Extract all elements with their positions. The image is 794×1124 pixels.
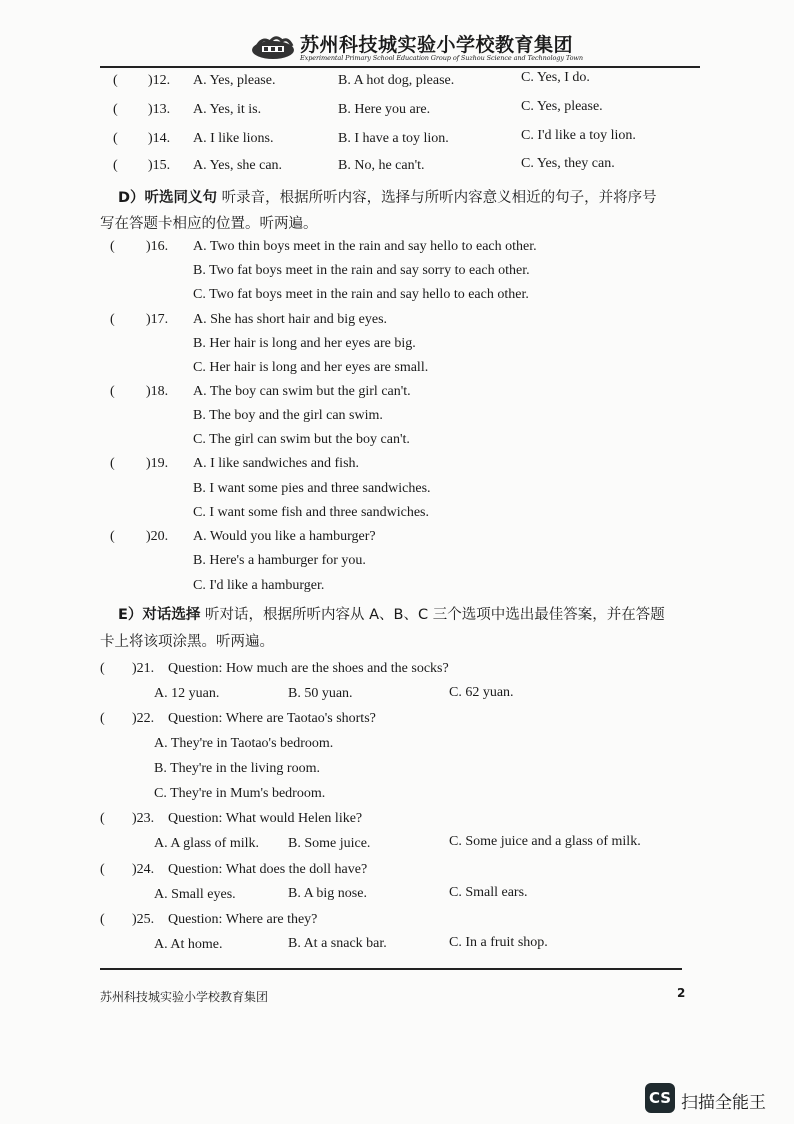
question-number: )24.: [132, 862, 155, 877]
option-b: B. They're in the living room.: [154, 761, 320, 776]
option-a: A. Yes, please.: [193, 73, 276, 88]
option-a: A. 12 yuan.: [154, 686, 220, 701]
answer-paren: (: [110, 529, 115, 544]
school-logo: [250, 32, 296, 62]
question-number: )23.: [132, 811, 155, 826]
option-a: A. Small eyes.: [154, 887, 236, 902]
page-number: 2: [677, 986, 686, 1000]
question-number: )19.: [146, 456, 169, 471]
header-rule: [100, 66, 700, 68]
option-c: C. Her hair is long and her eyes are small.: [193, 360, 429, 375]
option-b: B. Some juice.: [288, 836, 371, 851]
answer-paren: (: [110, 239, 115, 254]
answer-paren: (: [113, 73, 118, 88]
section-d-instruction: 听录音，根据所听内容，选择与所听内容意义相近的句子，并将序号: [221, 190, 657, 206]
option-c: C. The girl can swim but the boy can't.: [193, 432, 410, 447]
question-text: Question: What would Helen like?: [168, 811, 363, 826]
option-a: A. A glass of milk.: [154, 836, 260, 851]
question-text: Question: Where are Taotao's shorts?: [168, 711, 376, 726]
option-c: C. They're in Mum's bedroom.: [154, 786, 326, 801]
answer-paren: (: [110, 312, 115, 327]
option-b: B. A big nose.: [288, 886, 367, 901]
footer-org: 苏州科技城实验小学校教育集团: [100, 990, 269, 1004]
answer-paren: (: [100, 811, 105, 826]
option-c: C. Yes, I do.: [521, 70, 590, 85]
option-c: C. Yes, please.: [521, 99, 603, 114]
question-number: )21.: [132, 661, 155, 676]
option-b: B. Two fat boys meet in the rain and say sorry to each other.: [193, 263, 530, 278]
question-number: )25.: [132, 912, 155, 927]
question-number: )14.: [148, 131, 171, 146]
answer-paren: (: [113, 102, 118, 117]
question-number: )18.: [146, 384, 169, 399]
option-b: B. Here you are.: [338, 102, 431, 117]
option-b: B. The boy and the girl can swim.: [193, 408, 383, 423]
answer-paren: (: [110, 384, 115, 399]
answer-paren: (: [113, 131, 118, 146]
option-c: C. I'd like a hamburger.: [193, 578, 325, 593]
question-number: )22.: [132, 711, 155, 726]
option-a: A. Yes, it is.: [193, 102, 262, 117]
option-c: C. 62 yuan.: [449, 685, 514, 700]
option-c: C. Small ears.: [449, 885, 528, 900]
option-b: B. 50 yuan.: [288, 686, 353, 701]
question-number: )13.: [148, 102, 171, 117]
footer-rule: [100, 968, 682, 970]
answer-paren: (: [110, 456, 115, 471]
page-header: [250, 30, 583, 70]
option-b: B. At a snack bar.: [288, 936, 387, 951]
camscanner-logo-icon: CS: [645, 1083, 675, 1113]
option-c: C. In a fruit shop.: [449, 935, 548, 950]
section-e-label: E）对话选择: [118, 607, 201, 623]
answer-paren: (: [100, 661, 105, 676]
question-number: )20.: [146, 529, 169, 544]
option-a: A. Yes, she can.: [193, 158, 283, 173]
question-number: )15.: [148, 158, 171, 173]
school-name-english: Experimental Primary School Education Group of Suzhou Science and Technology Town: [300, 54, 583, 62]
option-b: B. I have a toy lion.: [338, 131, 449, 146]
answer-paren: (: [100, 862, 105, 877]
answer-paren: (: [100, 711, 105, 726]
option-a: A. I like sandwiches and fish.: [193, 456, 360, 471]
option-c: C. Some juice and a glass of milk.: [449, 834, 641, 849]
option-b: B. A hot dog, please.: [338, 73, 455, 88]
option-b: B. Here's a hamburger for you.: [193, 553, 366, 568]
section-e-instruction: 听对话，根据所听内容从 A、B、C 三个选项中选出最佳答案，并在答题: [205, 607, 665, 623]
question-number: )17.: [146, 312, 169, 327]
question-text: Question: How much are the shoes and the socks?: [168, 661, 449, 676]
option-a: A. They're in Taotao's bedroom.: [154, 736, 334, 751]
option-c: C. I want some fish and three sandwiches.: [193, 505, 429, 520]
option-a: A. Would you like a hamburger?: [193, 529, 376, 544]
option-a: A. At home.: [154, 937, 223, 952]
option-b: B. No, he can't.: [338, 158, 425, 173]
option-c: C. Yes, they can.: [521, 156, 615, 171]
section-d-instruction-cont: 写在答题卡相应的位置。听两遍。: [100, 216, 318, 232]
option-b: B. I want some pies and three sandwiches.: [193, 481, 431, 496]
option-b: B. Her hair is long and her eyes are big.: [193, 336, 416, 351]
answer-paren: (: [113, 158, 118, 173]
question-number: )16.: [146, 239, 169, 254]
camscanner-label: 扫描全能王: [681, 1093, 766, 1113]
option-a: A. She has short hair and big eyes.: [193, 312, 388, 327]
answer-paren: (: [100, 912, 105, 927]
option-a: A. I like lions.: [193, 131, 274, 146]
option-a: A. Two thin boys meet in the rain and say hello to each other.: [193, 239, 537, 254]
question-number: )12.: [148, 73, 171, 88]
question-text: Question: What does the doll have?: [168, 862, 368, 877]
option-a: A. The boy can swim but the girl can't.: [193, 384, 411, 399]
section-e-instruction-cont: 卡上将该项涂黑。听两遍。: [100, 634, 274, 650]
option-c: C. I'd like a toy lion.: [521, 128, 636, 143]
section-d-label: D）听选同义句: [118, 190, 218, 206]
school-name: 苏州科技城实验小学校教育集团: [300, 34, 574, 56]
option-c: C. Two fat boys meet in the rain and say hello to each other.: [193, 287, 529, 302]
question-text: Question: Where are they?: [168, 912, 318, 927]
